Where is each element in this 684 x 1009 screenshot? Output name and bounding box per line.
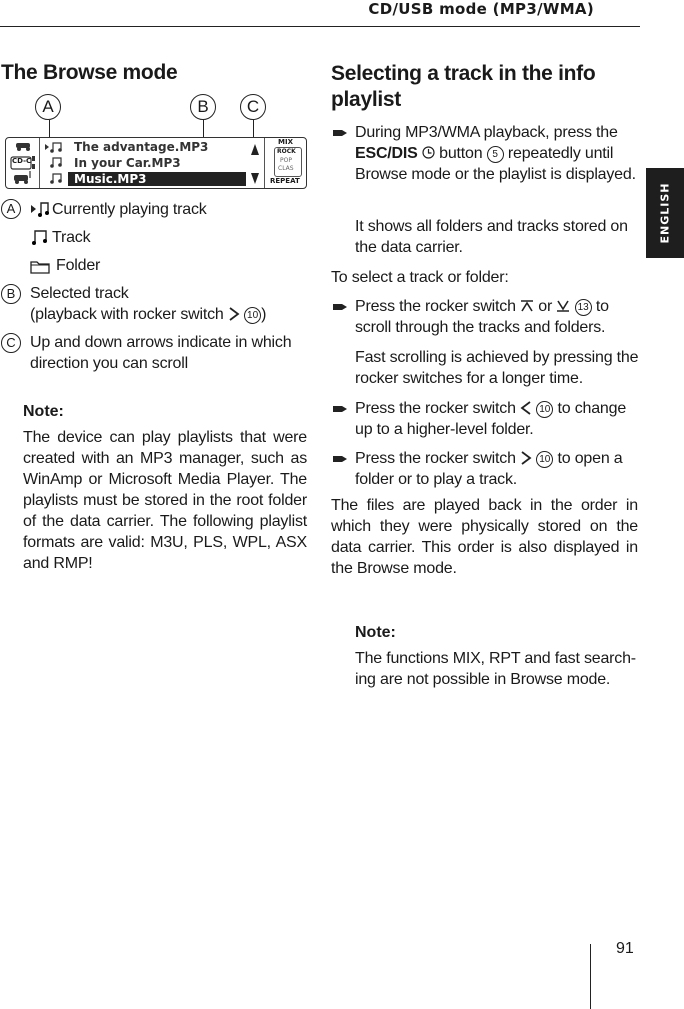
page-header — [0, 0, 640, 27]
page-number: 91 — [616, 940, 634, 957]
legend-b-line1: Selected track — [30, 285, 129, 302]
lcd-divider — [39, 138, 40, 188]
legend-c-line2: direction you can scroll — [30, 355, 188, 372]
step-2-or: or — [538, 298, 553, 315]
playing-track-icon — [30, 201, 50, 217]
scroll-arrows-icon — [250, 143, 260, 185]
footer-rule — [590, 944, 591, 1009]
rocker-right-icon — [228, 307, 240, 321]
step-3-post: to change up to a higher-level folder. — [355, 400, 627, 438]
callout-a: A — [35, 94, 61, 120]
legend-letter-a: A — [1, 199, 21, 219]
lcd-track-row-selected: Music.MP3 — [74, 172, 147, 186]
section-title-browse-mode: The Browse mode — [1, 61, 178, 84]
step-2-pre: Press the rocker switch — [355, 298, 516, 315]
track-icons — [44, 141, 68, 185]
step-1-text: During MP3/WMA playback, press the ESC/DIS button 5 repeatedly until Browse mode or the playlist is displayed. — [355, 124, 636, 183]
header-title: CD/USB mode (MP3/WMA) — [368, 0, 594, 18]
legend-letter-c: C — [1, 333, 21, 353]
note-title: Note: — [355, 624, 396, 641]
language-tab-label: ENGLISH — [658, 182, 672, 244]
step-4-pre: Press the rocker switch — [355, 450, 516, 467]
note-body: The functions MIX, RPT and fast search-ing are not possible in Browse mode. — [355, 650, 636, 688]
lcd-track-row: In your Car.MP3 — [74, 156, 181, 170]
note-title: Note: — [23, 403, 64, 420]
legend-c-line1: Up and down arrows indicate in which — [30, 334, 292, 351]
lcd-track-row: The advantage.MP3 — [74, 140, 209, 154]
lcd-display — [5, 137, 307, 189]
step-2-detail: Fast scrolling is achieved by pressing the rocker switches for a longer time. — [355, 349, 639, 387]
step-3-text — [355, 398, 640, 440]
step-4-post: to open a folder or to play a track. — [355, 450, 623, 488]
section-title-info-playlist: Selecting a track in the info playlist — [331, 62, 596, 111]
playback-order-paragraph: The files are played back in the order in which they were physically stored on the data carrier. This order is also displayed in the Browse mode. — [331, 497, 638, 577]
pointing-hand-icon — [332, 403, 349, 415]
legend-a-line3: Folder — [56, 257, 101, 274]
cd-changer-label: CD-C — [12, 157, 32, 165]
callout-c: C — [240, 94, 266, 120]
legend-a-line1: Currently playing track — [52, 201, 207, 218]
rocker-up-icon — [520, 299, 534, 313]
track-icon — [30, 229, 50, 245]
rocker-down-icon — [556, 299, 570, 313]
folder-icon — [30, 258, 52, 274]
legend-a-line2: Track — [52, 229, 91, 246]
eq-rock-label: ROCK — [277, 148, 296, 155]
button-number-10: 10 — [244, 307, 261, 324]
step-1-pre: During MP3/WMA playback, press the — [355, 124, 618, 141]
lcd-mix-label: MIX — [278, 138, 293, 146]
esc-dis-label: ESC/DIS — [355, 145, 418, 162]
legend-b-text: (playback with rocker switch — [30, 306, 224, 323]
step-2-post: to scroll through the tracks and folders. — [355, 298, 609, 336]
clock-icon — [422, 146, 435, 159]
pointing-hand-icon — [332, 127, 349, 139]
rocker-right-icon — [520, 451, 532, 465]
step-4-text — [355, 448, 640, 490]
step-3-pre: Press the rocker switch — [355, 400, 516, 417]
step-2-text — [355, 296, 640, 338]
lcd-repeat-label: REPEAT — [270, 177, 300, 185]
button-number-10: 10 — [536, 451, 553, 468]
pointing-hand-icon — [332, 301, 349, 313]
legend-b-line2 — [30, 304, 266, 325]
legend-letter-b: B — [1, 284, 21, 304]
step-1-detail: It shows all folders and tracks stored on the data carrier. — [355, 218, 628, 256]
button-number-5: 5 — [487, 146, 504, 163]
eq-clas-label: CLAS — [278, 165, 294, 172]
lcd-divider — [264, 138, 265, 188]
pointing-hand-icon — [332, 453, 349, 465]
rocker-left-icon — [520, 401, 532, 415]
step-1-post: repeatedly until Browse mode or the playlist is displayed. — [355, 145, 636, 183]
note-body: The device can play playlists that were created with an MP3 manager, such as WinAmp or Microsoft Media Player. The playlists must be stored in the root folder of the data carrier. The following playlist formats are valid: M3U, PLS, WPL, ASX and RMP! — [23, 429, 307, 572]
callout-b: B — [190, 94, 216, 120]
legend-b-close: ) — [261, 306, 267, 323]
button-number-13: 13 — [575, 299, 592, 316]
eq-pop-label: POP — [280, 157, 292, 164]
button-number-10: 10 — [536, 401, 553, 418]
select-intro: To select a track or folder: — [331, 269, 509, 286]
language-tab — [646, 168, 684, 258]
